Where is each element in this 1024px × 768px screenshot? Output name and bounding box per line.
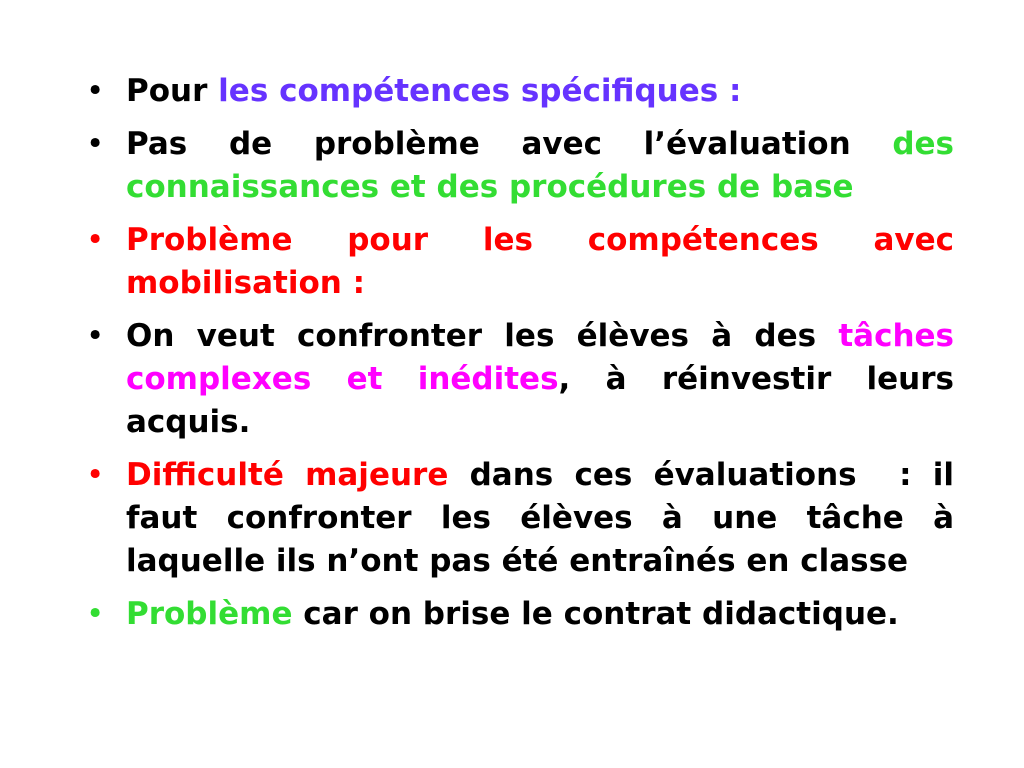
bullet-text-segment: Pas de problème avec l’évaluation — [126, 126, 893, 162]
bullet-list — [86, 70, 965, 636]
bullet-text-segment: tâches complexes et inédites — [126, 318, 965, 397]
bullet-text-segment: des connaissances et des procédures de base — [126, 126, 965, 205]
bullet-icon: • — [86, 73, 105, 109]
bullet-text-segment: Problème — [126, 596, 293, 632]
bullet-text-segment: Problème pour les compétences avec mobilisation : — [126, 222, 965, 301]
bullet-icon: • — [86, 596, 105, 632]
bullet-item — [86, 123, 965, 209]
bullet-text-segment: , à réinvestir leurs acquis. — [126, 361, 965, 440]
bullet-icon: • — [86, 126, 105, 162]
bullet-text-segment: Difficulté majeure — [126, 457, 449, 493]
bullet-icon: • — [86, 457, 105, 493]
bullet-icon: • — [86, 318, 105, 354]
bullet-item — [86, 70, 954, 113]
bullet-item — [86, 454, 965, 583]
bullet-text-segment: Pour — [126, 73, 219, 109]
bullet-item — [86, 219, 965, 305]
bullet-icon: • — [86, 222, 105, 258]
bullet-text-segment: les compétences spécifiques : — [218, 73, 742, 109]
bullet-text-segment: car on brise le contrat didactique. — [292, 596, 899, 632]
bullet-text-segment: On veut confronter les élèves à des — [126, 318, 839, 354]
bullet-text-segment: dans ces évaluations : il faut confronter les élèves à une tâche à laquelle ils n’ont pas été entraînés en classe — [126, 457, 965, 579]
bullet-item — [86, 315, 965, 444]
bullet-item — [86, 593, 954, 636]
